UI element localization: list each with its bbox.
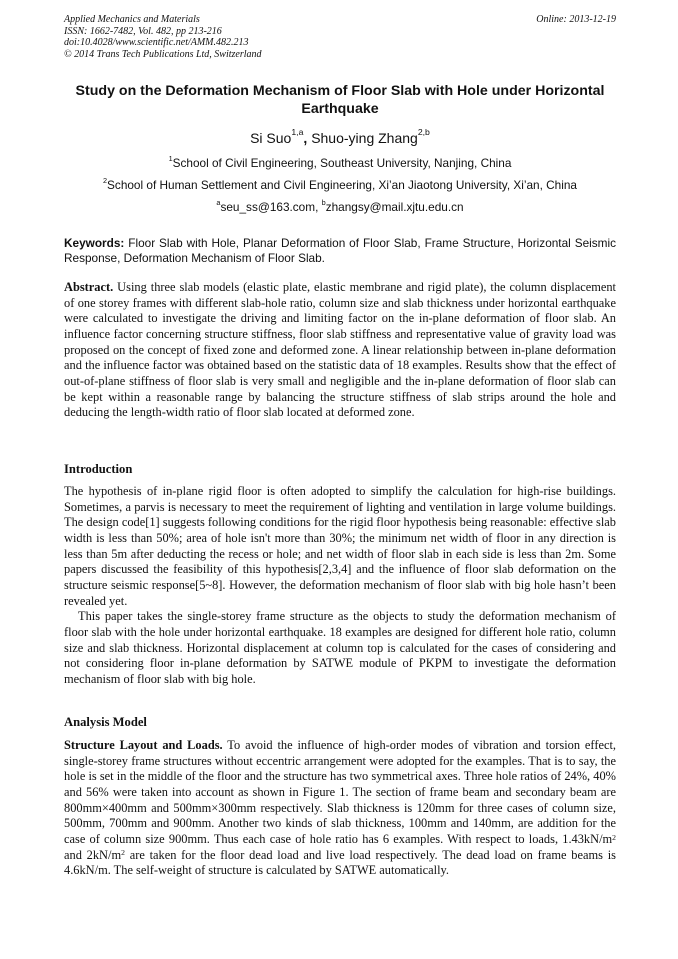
introduction-paragraph-1: The hypothesis of in-plane rigid floor is often adopted to simplify the calculation for high-rise buildings. Sometimes, a parvis is necessary to meet the requirement of lighting and ventilation in large volume buildings. The design code[1] suggests following conditions for the rigid floor hypothesis being reasonable: effective slab width is less than 50%; area of hole isn't more than 30%; the minimum net width of floor in any direction is less than 5m after deducting the recess or hole; and net width of floor slab in each side is less than 2m. Some papers discussed the feasibility of this hypothesis[2,3,4] and the influence of floor slab deformation on the structure seismic response[5~8]. However, the deformation mechanism of floor slab with big hole hasn’t been revealed yet. <box>64 484 616 608</box>
analysis-text-1: To avoid the influence of high-order modes of vibration and torsion effect, single-storey frame structures without eccentric arrangement were adopted for the examples. That is to say, the hole is set in the middle of the floor and the structure has two symmetrical axes. Three hole ratios of 24%, 40% and 56% were taken into account as shown in Figure 1. The section of frame beam and secondary beam are 800mm×400mm and 500mm×300mm respectively. Slab thickness is 120mm for three cases of column size, 500mm, 700mm and 900mm. Another two kinds of slab thickness, 100mm and 140mm, are addition for the case of column size 900mm. Thus each case of hole ratio has 6 examples. With respect to loads, 1.43kN/m <box>64 738 616 846</box>
affiliation-1-sup: 1 <box>168 153 173 163</box>
journal-header <box>64 14 616 60</box>
unit-sup-2: 2 <box>121 848 125 858</box>
email-a[interactable]: seu_ss@163.com, <box>220 200 322 214</box>
affiliation-1 <box>64 153 616 170</box>
introduction-heading: Introduction <box>64 462 133 476</box>
author-separator: , <box>303 130 312 146</box>
abstract-label: Abstract. <box>64 280 114 294</box>
affiliation-1-text: School of Civil Engineering, Southeast University, Nanjing, China <box>172 156 512 170</box>
email-a-sup: a <box>216 197 221 207</box>
keywords-text: Floor Slab with Hole, Planar Deformation of Floor Slab, Frame Structure, Horizontal Seismic Response, Deformation Mechanism of Floor Slab. <box>64 236 616 265</box>
analysis-text-2: and 2kN/m <box>64 847 122 862</box>
keywords <box>64 236 616 265</box>
author-1: Si Suo <box>250 130 292 146</box>
online-date: Online: 2013-12-19 <box>536 14 616 25</box>
author-1-sup: 1,a <box>291 127 304 138</box>
keywords-label: Keywords: <box>64 236 125 250</box>
affiliation-2-sup: 2 <box>102 175 108 185</box>
analysis-text-3: are taken for the floor dead load and live load respectively. The dead load on frame beams is 4.6kN/m. The self-weight of structure is calculated by SATWE automatically. <box>64 847 616 878</box>
analysis-paragraph <box>64 738 616 879</box>
author-line <box>64 127 616 146</box>
issn-line: ISSN: 1662-7482, Vol. 482, pp 213-216 <box>64 25 222 37</box>
copyright-line: © 2014 Trans Tech Publications Ltd, Switzerland <box>64 48 262 60</box>
introduction-paragraph-2: This paper takes the single-storey frame structure as the objects to study the deformation mechanism of floor slab with the hole under horizontal earthquake. 18 examples are designed for different hole ratio, column size and slab thickness. Horizontal displacement at column top is calculated for the cases of considering and not considering floor in-plane deformation by SATWE module of PKPM to investigate the deformation mechanism of floor slab with big hole. <box>64 609 616 686</box>
author-2: Shuo-ying Zhang <box>311 130 418 146</box>
author-2-sup: 2,b <box>417 127 430 138</box>
email-b[interactable]: zhangsy@mail.xjtu.edu.cn <box>325 200 464 214</box>
introduction-body <box>64 484 616 688</box>
abstract-text: Using three slab models (elastic plate, elastic membrane and rigid plate), the column displacement of one storey frames with different slab-hole ratio, column size and slab thickness under horizontal earthquake were calculated to investigate the driving and limiting factor on the in-plane deformation of floor slab. An influence factor concerning structure stiffness, floor slab stiffness and representative value of gravity load was proposed on the concept of fixed zone and deformed zone. A linear relationship between in-plane deformation and the influence factor was obtained based on the statistic data of 18 examples. Results show that the effect of out-of-plane stiffness of floor slab is very small and negligible and the in-plane deformation of floor slab can be kept within a reasonable range by balancing the structure stiffness of slab strips around the hole and deducing the length-width ratio of floor slab located at deformed zone. <box>64 280 616 420</box>
analysis-model-heading: Analysis Model <box>64 715 147 729</box>
abstract <box>64 280 616 421</box>
journal-name: Applied Mechanics and Materials <box>64 14 200 25</box>
doi-line: doi:10.4028/www.scientific.net/AMM.482.213 <box>64 37 249 48</box>
affiliation-2 <box>64 175 616 192</box>
unit-sup-1: 2 <box>612 832 616 842</box>
structure-layout-lead: Structure Layout and Loads. <box>64 738 223 752</box>
email-line <box>64 197 616 214</box>
affiliation-2-text: School of Human Settlement and Civil Engineering, Xi’an Jiaotong University, Xi’an, China <box>107 178 577 192</box>
paper-title: Study on the Deformation Mechanism of Floor Slab with Hole under Horizontal Earthquake <box>75 83 605 117</box>
email-b-sup: b <box>321 197 326 207</box>
